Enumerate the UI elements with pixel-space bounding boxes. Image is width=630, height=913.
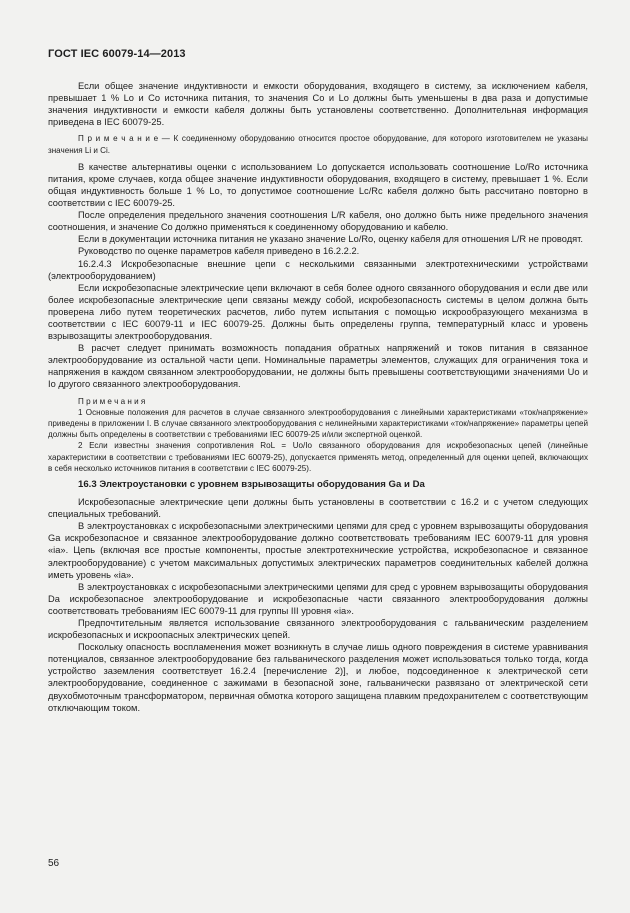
section-heading: 16.3 Электроустановки с уровнем взрывозащиты оборудования Ga и Da bbox=[78, 478, 425, 490]
note-item: 2 Если известны значения сопротивления RoL = Uo/Io связанного оборудования для искробезопасных цепей (линейные характеристики в соответствии с требованиями IEC 60079-25), допускается применять метод, определенный для оценки цепей, включающих в себя несколько источников питания в соответствии с IEC 60079-25). bbox=[48, 441, 588, 473]
notes-heading: П р и м е ч а н и я bbox=[78, 396, 146, 406]
paragraph: После определения предельного значения соотношения L/R кабеля, оно должно быть ниже предельного значения соотношения, и значение Co должно применяться к соединенному оборудованию и кабелю. bbox=[48, 210, 588, 233]
subsection-heading: 16.2.4.3 Искробезопасные внешние цепи с несколькими связанными электротехническими устройствами (электрооборудованием) bbox=[48, 258, 588, 281]
page-number: 56 bbox=[48, 858, 60, 869]
paragraph: Искробезопасные электрические цепи должны быть установлены в соответствии с 16.2 и с учетом следующих специальных требований. bbox=[48, 497, 588, 520]
paragraph: Поскольку опасность воспламенения может возникнуть в случае лишь одного повреждения в системе уравнивания потенциалов, связанное электрооборудование без гальванического разделения может использоваться только тогда, когда устройство заземления соответствует 16.2.4 [перечисление 2)], и любое, подсоединенное к электрической сети электрооборудование, соединенное с зажимами в безопасной зоне, гальванически развязано от электрической сети двухобмоточным трансформатором, первичная обмотка которого защищена плавким предохранителем с соответствующим отключающим током. bbox=[48, 642, 588, 713]
paragraph: В качестве альтернативы оценки с использованием Lo допускается использовать соотношение Lo/Ro источника питания, кроме случаев, когда общее значение индуктивности оборудования, входящего в систему, превышает 1 %. Если общая индуктивность больше 1 % Lo, то допустимое соотношение Lc/Rc кабеля должно быть рассчитано повторно в соответствии с IEC 60079-25. bbox=[48, 161, 588, 209]
paragraph: Предпочтительным является использование связанного электрооборудования с гальваническим разделением искробезопасных и искроопасных электрических цепей. bbox=[48, 618, 588, 641]
paragraph: В электроустановках с искробезопасными электрическими цепями для сред с уровнем взрывозащиты оборудования Ga искробезопасное и связанное электрооборудование должно соответствовать требованиям IEC 60079-11 для уровня «ia». Цепь (включая все простые компоненты, простые электротехнические устройства, искробезопасное и связанное электрооборудование) с учетом максимальных допустимых электрических параметров соединительных кабелей должна иметь уровень «ia». bbox=[48, 521, 588, 580]
doc-header: ГОСТ IEC 60079-14—2013 bbox=[48, 48, 186, 60]
paragraph: В электроустановках с искробезопасными электрическими цепями для сред с уровнем взрывозащиты оборудования Da искробезопасное электрооборудование и искробезопасные части связанного электрооборудования должны соответствовать требованиям IEC 60079-11 для группы III уровня «ia». bbox=[48, 581, 588, 616]
note: П р и м е ч а н и е — К соединенному оборудованию относится простое оборудование, для которого изготовителем не указаны значения Li и Ci. bbox=[48, 134, 588, 155]
paragraph: Если искробезопасные электрические цепи включают в себя более одного связанного оборудования и если две или более искробезопасные электрические цепи связаны между собой, искробезопасность системы в целом должна быть проверена либо путем теоретических расчетов, либо путем испытания с помощью искрообразующего механизма в соответствии с IEC 60079-11 и IEC 60079-25. Должны быть определены группа, температурный класс и уровень взрывозащиты электрооборудования. bbox=[48, 282, 588, 342]
paragraph: В расчет следует принимать возможность попадания обратных напряжений и токов питания в связанное электрооборудование из остальной части цепи. Номинальные параметры элементов, служащих для ограничения тока и напряжения в каждом связанном электрооборудовании, не должны быть превышены соответствующими значениями Uo и Io другого связанного электрооборудования. bbox=[48, 343, 588, 390]
paragraph: Руководство по оценке параметров кабеля приведено в 16.2.2.2. bbox=[78, 246, 360, 257]
paragraph: Если общее значение индуктивности и емкости оборудования, входящего в систему, за исключением кабеля, превышает 1 % Lo и Co источника питания, то значения Co и Lo должны быть уменьшены в два раза и допустимые значения индуктивности и емкости кабеля должны быть установлены соответственно. Дополнительная информация приведена в IEC 60079-25. bbox=[48, 81, 588, 128]
paragraph: Если в документации источника питания не указано значение Lo/Ro, оценку кабеля для отношения L/R не проводят. bbox=[78, 234, 583, 245]
document-body bbox=[48, 80, 588, 714]
note-item: 1 Основные положения для расчетов в случае связанного электрооборудования с линейными характеристиками «ток/напряжение» приведены в приложении I. В случае связанного электрооборудования с нелинейными характеристиками «ток/напряжение» параметры цепей должны быть определены в соответствии с требованиями IEC 60079-25 и/или экспертной оценкой. bbox=[48, 407, 588, 440]
